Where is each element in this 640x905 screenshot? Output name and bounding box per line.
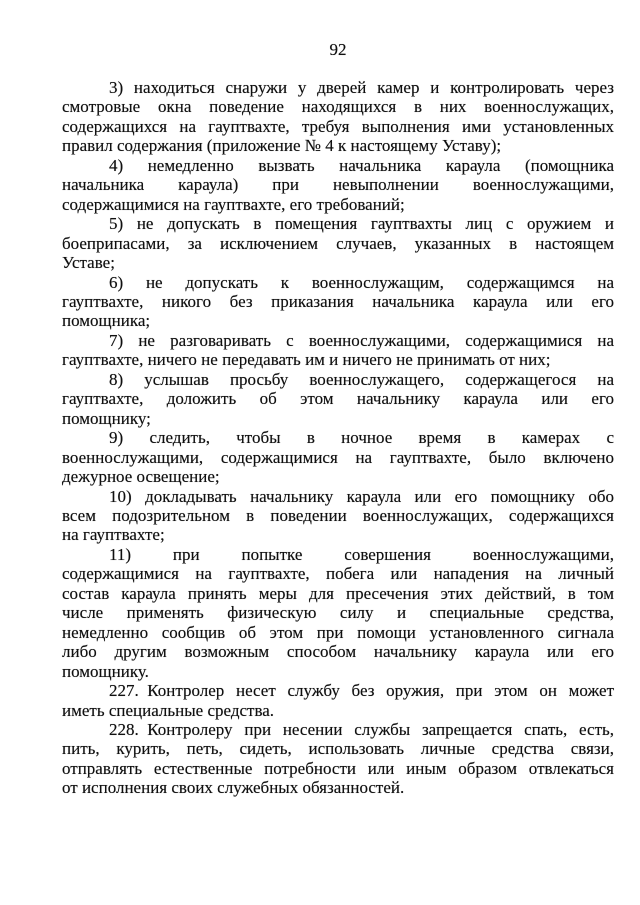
paragraph <box>62 214 614 272</box>
paragraph <box>62 487 614 545</box>
text-line: всем подозрительном в поведении военнослужащих, содержащихся <box>62 505 614 525</box>
text-line: отправлять естественные потребности или иным образом отвлекаться <box>62 758 614 778</box>
text-line: 3) находиться снаружи у дверей камер и контролировать через <box>109 78 614 97</box>
document-body <box>62 78 614 798</box>
text-line: 10) докладывать начальнику караула или его помощнику обо <box>109 486 614 506</box>
text-line: немедленно сообщив об этом при помощи установленного сигнала <box>62 622 614 642</box>
paragraph <box>62 78 614 156</box>
paragraph <box>62 370 614 428</box>
text-line: дежурное освещение; <box>62 467 220 487</box>
text-line: гауптвахте, ничего не передавать им и ничего не принимать от них; <box>62 350 551 370</box>
text-line: на гауптвахте; <box>62 525 165 545</box>
text-line: состав караула принять меры для пресечения этих действий, в том <box>62 583 614 603</box>
text-line: помощнику; <box>62 408 151 428</box>
text-line: помощнику. <box>62 661 149 681</box>
paragraph <box>62 545 614 681</box>
text-line: 9) следить, чтобы в ночное время в камерах с <box>109 428 614 448</box>
text-line: 6) не допускать к военнослужащим, содержащимся на <box>109 272 614 292</box>
text-line: 11) при попытке совершения военнослужащими, <box>109 544 614 564</box>
paragraph <box>62 273 614 331</box>
text-line: содержащихся на гауптвахте, требуя выполнения ими установленных <box>62 116 614 136</box>
text-line: либо другим возможным способом начальнику караула или его <box>62 642 614 662</box>
text-column <box>62 40 614 798</box>
text-line: правил содержания (приложение № 4 к настоящему Уставу); <box>62 136 502 156</box>
text-line: помощника; <box>62 311 151 331</box>
text-line: иметь специальные средства. <box>62 700 275 720</box>
text-line: от исполнения своих служебных обязанностей. <box>62 778 405 798</box>
paragraph <box>62 156 614 214</box>
text-line: боеприпасами, за исключением случаев, указанных в настоящем <box>62 233 614 253</box>
page-number: 92 <box>329 40 347 59</box>
text-line: 4) немедленно вызвать начальника караула (помощника <box>109 155 614 175</box>
text-line: содержащимися на гауптвахте, побега или нападения на личный <box>62 564 614 584</box>
text-line: военнослужащими, содержащимися на гауптвахте, было включено <box>62 447 614 467</box>
text-line: гауптвахте, доложить об этом начальнику караула или его <box>62 389 614 409</box>
text-line: 227. Контролер несет службу без оружия, при этом он может <box>109 681 614 701</box>
paragraph <box>62 428 614 486</box>
text-line: 5) не допускать в помещения гауптвахты лиц с оружием и <box>109 214 614 234</box>
text-line: смотровые окна поведение находящихся в них военнослужащих, <box>62 97 614 117</box>
text-line: Уставе; <box>62 253 115 273</box>
paragraph <box>62 331 614 370</box>
text-line: гауптвахте, никого без приказания начальника караула или его <box>62 291 614 311</box>
text-line: пить, курить, петь, сидеть, использовать личные средства связи, <box>62 739 614 759</box>
paragraph <box>62 681 614 720</box>
paragraph <box>62 720 614 798</box>
text-line: 228. Контролеру при несении службы запрещается спать, есть, <box>109 719 614 739</box>
text-line: содержащимися на гауптвахте, его требований; <box>62 194 405 214</box>
text-line: начальника караула) при невыполнении военнослужащими, <box>62 175 614 195</box>
text-line: 7) не разговаривать с военнослужащими, содержащимися на <box>109 330 614 350</box>
text-line: 8) услышав просьбу военнослужащего, содержащегося на <box>109 369 614 389</box>
text-line: числе применять физическую силу и специальные средства, <box>62 603 614 623</box>
